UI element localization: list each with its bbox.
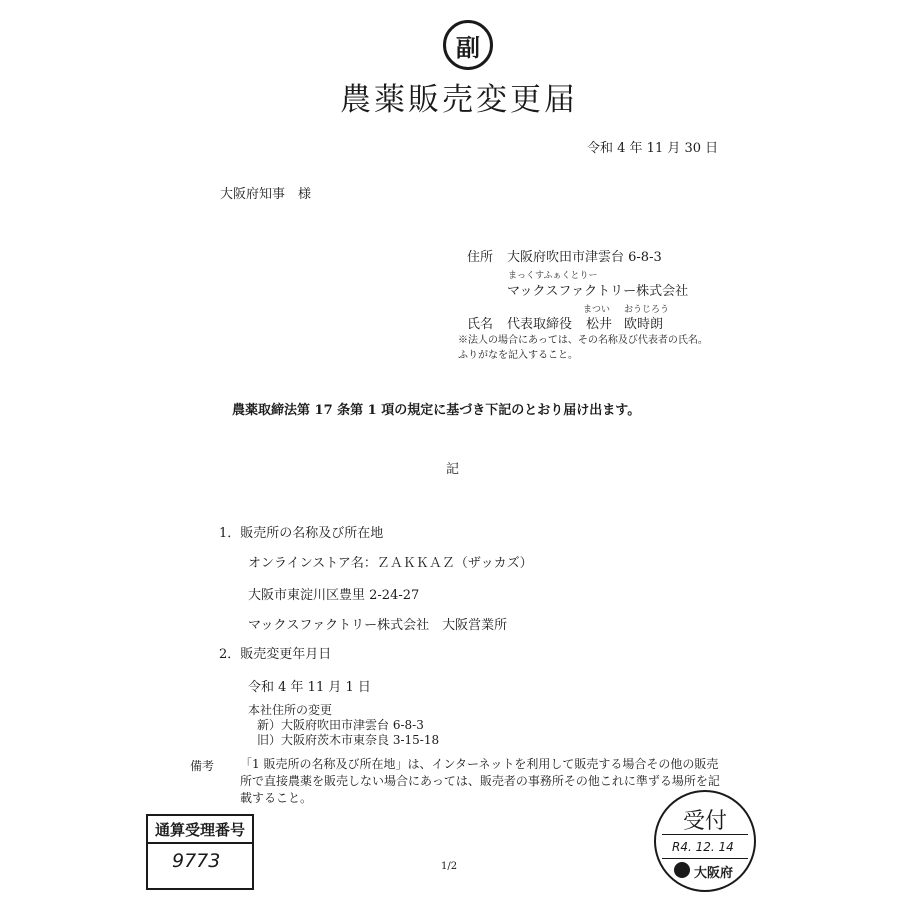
receipt-stamp-divider-top: [662, 834, 748, 835]
change-old-address: 旧）大阪府茨木市東奈良 3-15-18: [257, 733, 440, 747]
applicant-note-line1: ※法人の場合にあっては、その名称及び代表者の氏名。: [458, 335, 708, 346]
document-title: 農薬販売変更届: [340, 82, 578, 118]
fuku-stamp: [443, 20, 493, 70]
ki-heading: 記: [446, 462, 460, 477]
receipt-date-stamp: [654, 790, 756, 892]
address-label: 住所: [467, 250, 494, 265]
store-name: オンラインストア名：ＺＡＫＫＡＺ（ザッカズ）: [248, 556, 533, 571]
declaration-text: 農薬取締法第 17 条第 1 項の規定に基づき下記のとおり届け出ます。: [232, 403, 641, 418]
osaka-emblem-icon: [674, 862, 690, 878]
remarks-label: 備考: [190, 759, 215, 773]
fuku-stamp-text: 副: [456, 32, 480, 62]
section2-heading: 2．販売変更年月日: [219, 647, 332, 662]
receipt-stamp-org: 大阪府: [694, 866, 734, 881]
addressee: 大阪府知事 様: [220, 187, 312, 202]
remarks-text: 「1 販売所の名称及び所在地」は、インターネットを利用して販売する場合その他の販売所で直接農薬を販売しない場合にあっては、販売者の事務所その他これに準ずる場所を記載すること。: [240, 757, 720, 805]
section1-heading: 1．販売所の名称及び所在地: [219, 526, 384, 541]
company-ruby: まっくすふぁくとりー: [508, 271, 598, 281]
name-title: 代表取締役: [507, 317, 573, 332]
receipt-stamp-title: 受付: [682, 809, 727, 834]
surname: 松井: [586, 317, 613, 332]
name-label: 氏名: [467, 317, 494, 332]
given-name: 欧時朗: [624, 317, 664, 332]
receipt-stamp-date: R4. 12. 14: [672, 840, 734, 854]
change-date: 令和 4 年 11 月 1 日: [248, 680, 371, 695]
applicant-note-line2: ふりがなを記入すること。: [458, 350, 578, 361]
store-address: 大阪市東淀川区豊里 2-24-27: [248, 588, 420, 603]
receipt-number-title: 通算受理番号: [148, 816, 252, 844]
surname-ruby: まつい: [583, 305, 611, 315]
document-date: 令和 4 年 11 月 30 日: [587, 141, 719, 156]
receipt-number-stamp: [146, 814, 254, 890]
applicant-address: 大阪府吹田市津雲台 6-8-3: [507, 250, 662, 265]
store-office: マックスファクトリー株式会社 大阪営業所: [248, 618, 508, 633]
company-name: マックスファクトリー株式会社: [507, 284, 689, 299]
receipt-stamp-divider-bottom: [662, 858, 748, 859]
receipt-number-value: 9773: [172, 850, 221, 872]
page-number: 1/2: [441, 861, 458, 872]
change-title: 本社住所の変更: [248, 703, 333, 717]
given-name-ruby: おうじろう: [624, 305, 670, 315]
change-new-address: 新）大阪府吹田市津雲台 6-8-3: [257, 718, 424, 732]
